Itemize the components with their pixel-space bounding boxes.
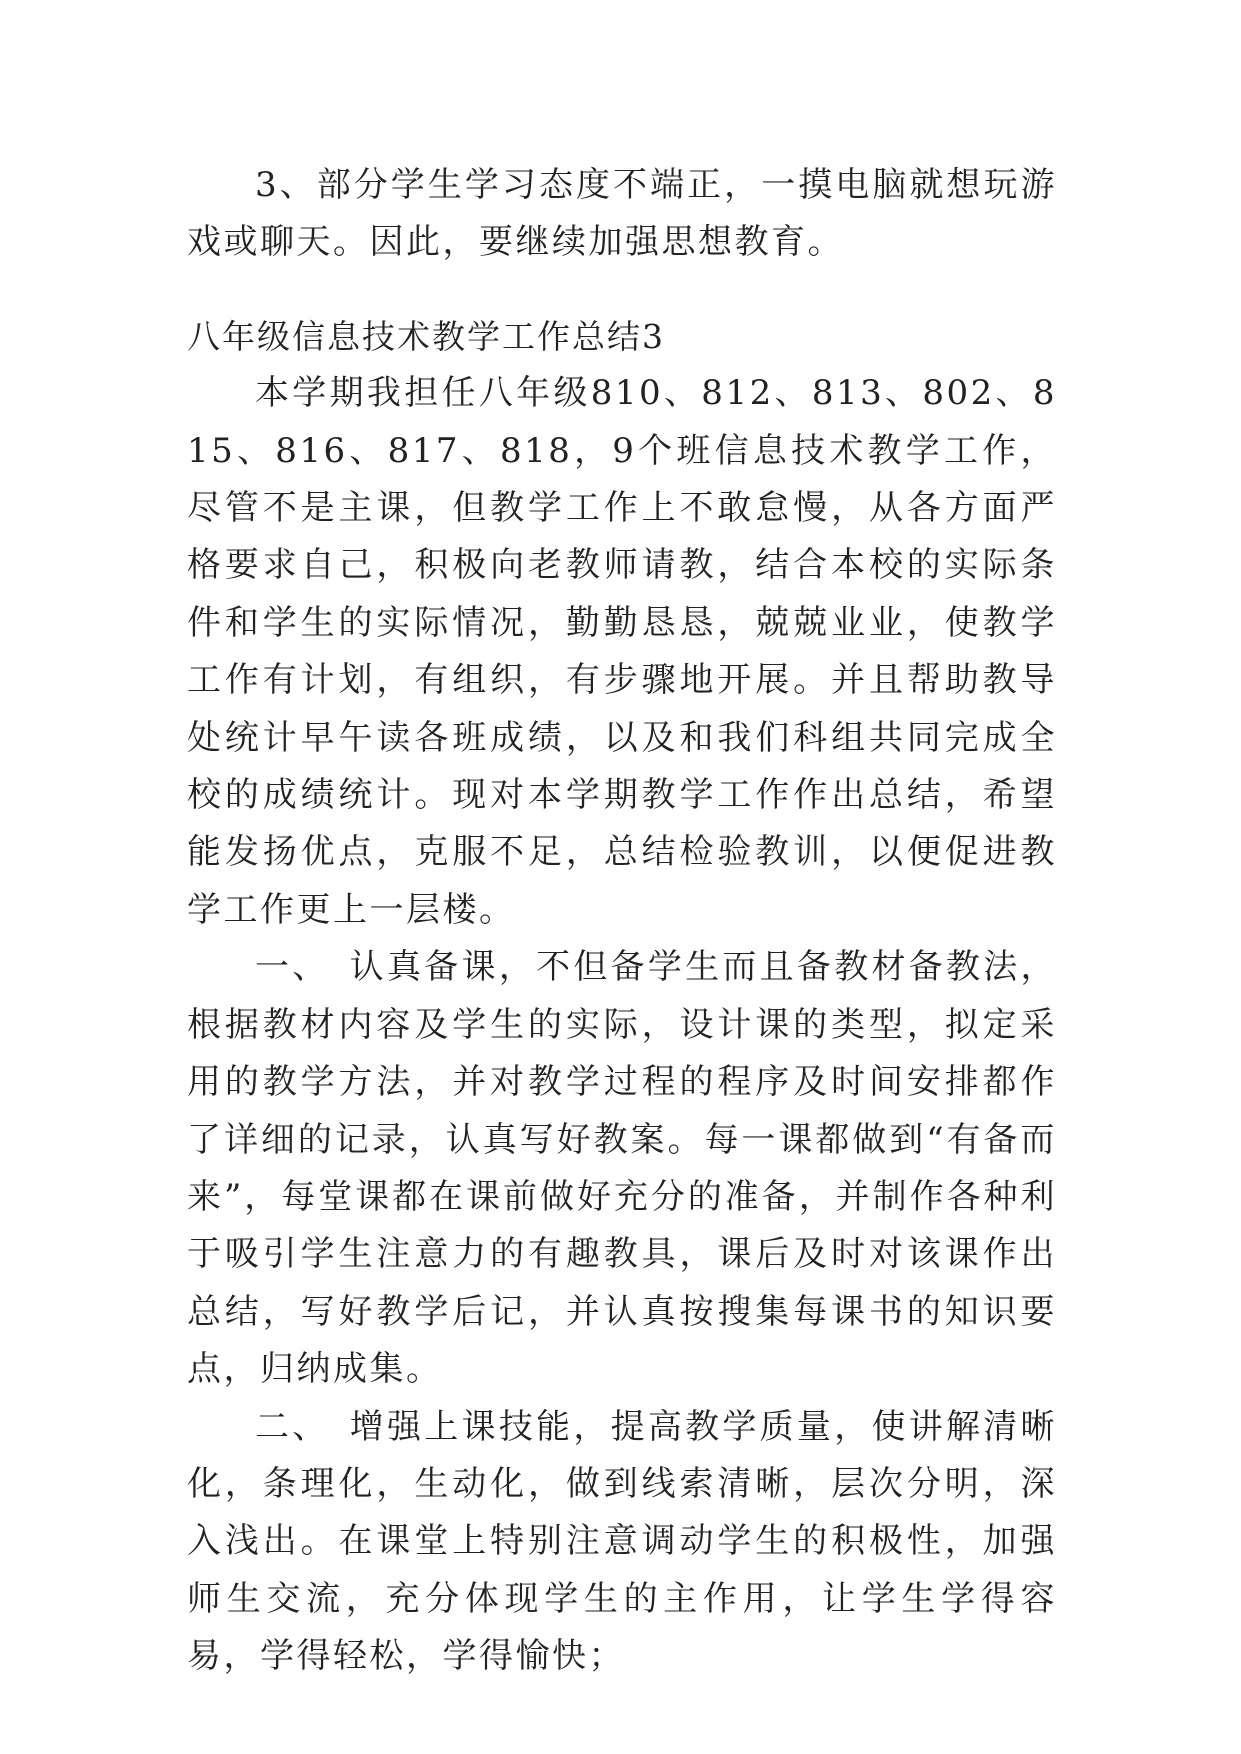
document-body bbox=[187, 157, 1057, 1686]
intro-paragraph: 本学期我担任八年级810、812、813、802、815、816、817、818，9个班信息技术教学工作，尽管不是主课，但教学工作上不敢怠慢，从各方面严格要求自己，积极向老教师请教，结合本校的实际条件和学生的实际情况，勤勤恳恳，兢兢业业，使教学工作有计划，有组织，有步骤地开展。并且帮助教导处统计早午读各班成绩，以及和我们科组共同完成全校的成绩统计。现对本学期教学工作作出总结，希望能发扬优点，克服不足，总结检验教训，以便促进教学工作更上一层楼。 bbox=[187, 373, 1057, 930]
paragraph-section-two: 二、 增强上课技能，提高教学质量，使讲解清晰化，条理化，生动化，做到线索清晰，层次分明，深入浅出。在课堂上特别注意调动学生的积极性，加强师生交流，充分体现学生的主作用，让学生学得容易，学得轻松，学得愉快； bbox=[187, 1406, 1057, 1677]
paragraph-item-3: 3、部分学生学习态度不端正，一摸电脑就想玩游戏或聊天。因此，要继续加强思想教育。 bbox=[187, 165, 1057, 263]
section-title: 八年级信息技术教学工作总结3 bbox=[187, 316, 665, 356]
paragraph-section-one: 一、 认真备课，不但备学生而且备教材备教法，根据教材内容及学生的实际，设计课的类型，拟定采用的教学方法，并对教学过程的程序及时间安排都作了详细的记录，认真写好教案。每一课都做到“有备而来”，每堂课都在课前做好充分的准备，并制作各种利于吸引学生注意力的有趣教具，课后及时对该课作出总结，写好教学后记，并认真按搜集每课书的知识要点，归纳成集。 bbox=[187, 947, 1057, 1390]
